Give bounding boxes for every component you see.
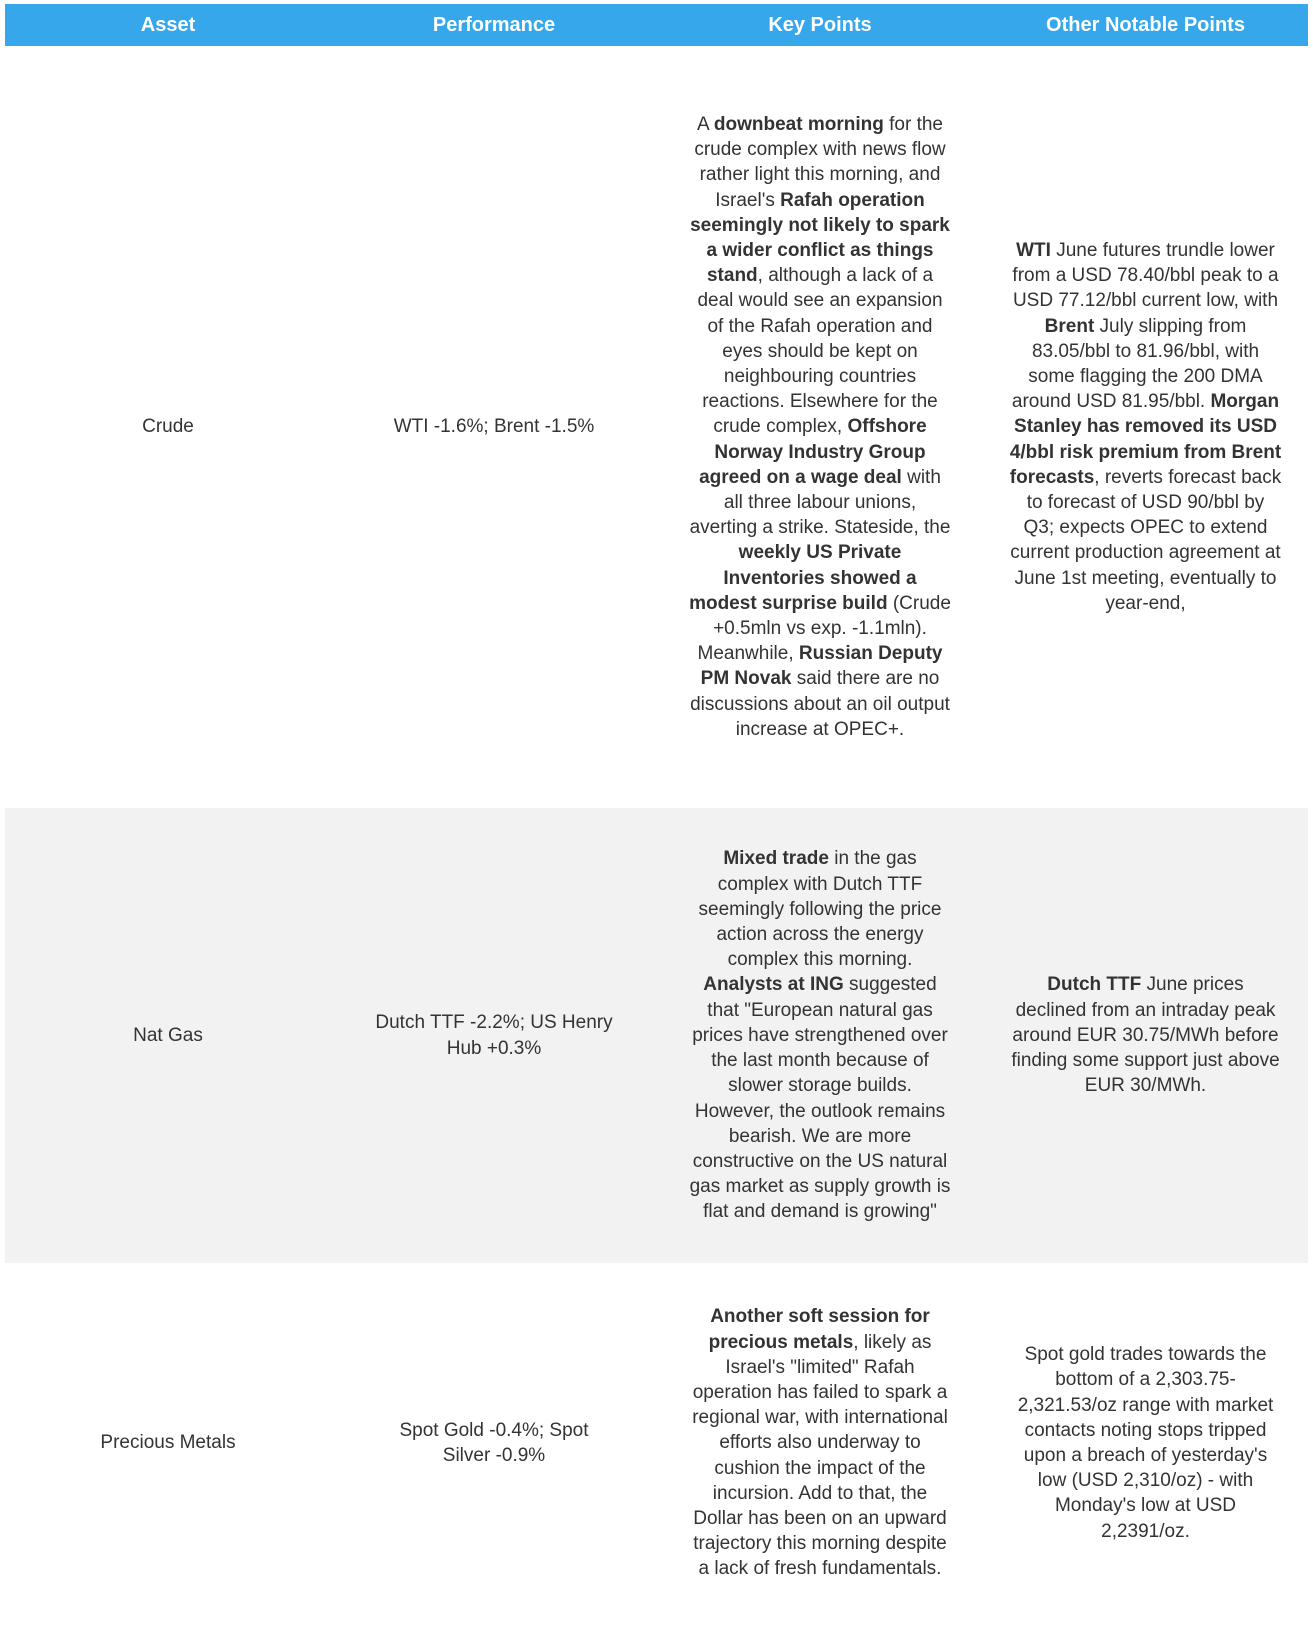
text: Spot gold trades towards the bottom of a 2,303.75-2,321.53/oz range with market contacts noting stops tripped upon a breach of yesterday's low (USD 2,310/oz) - with Monday's low at USD 2,2391/oz. <box>1017 1344 1274 1542</box>
table-row-crude <box>5 46 1308 808</box>
bold-text: Dutch TTF <box>1047 974 1142 996</box>
asset-table-container <box>5 4 1308 1623</box>
text: June prices declined from an intraday peak around EUR 30.75/MWh before finding some support just above EUR 30/MWh. <box>1011 974 1280 1097</box>
table-header-row <box>5 4 1308 46</box>
performance-cell: Spot Gold -0.4%; Spot Silver -0.9% <box>399 1419 589 1466</box>
bold-text: Rafah operation seemingly not likely to spark a wider conflict as things stand <box>690 189 950 287</box>
bold-text: Morgan Stanley has removed its USD 4/bbl risk premium from Brent forecasts <box>1009 391 1282 488</box>
header-performance: Performance <box>331 4 657 46</box>
other-points-cell <box>983 46 1308 808</box>
header-key-points: Key Points <box>657 4 983 46</box>
bold-text: Another soft session for precious metals <box>708 1306 930 1353</box>
text: July slipping from 83.05/bbl to 81.96/bbl, with some flagging the 200 DMA around USD 81.95/bbl. <box>1011 315 1263 413</box>
text: (Crude +0.5mln vs exp. -1.1mln). Meanwhile, <box>697 592 951 665</box>
text: June futures trundle lower from a USD 78.40/bbl peak to a USD 77.12/bbl current low, with <box>1012 239 1279 312</box>
table-row-nat-gas <box>5 808 1308 1263</box>
bold-text: Russian Deputy PM Novak <box>700 643 943 690</box>
bold-text: weekly US Private Inventories showed a modest surprise build <box>689 542 917 614</box>
text: said there are no discussions about an oil output increase at OPEC+. <box>690 668 950 740</box>
performance-cell: Dutch TTF -2.2%; US Henry Hub +0.3% <box>331 808 657 1263</box>
header-other-notable-points: Other Notable Points <box>983 4 1308 46</box>
asset-cell: Precious Metals <box>100 1432 236 1454</box>
bold-text: WTI <box>1016 239 1051 261</box>
performance-cell: WTI -1.6%; Brent -1.5% <box>393 416 595 438</box>
text: in the gas complex with Dutch TTF seemingly following the price action across the energy complex this morning. <box>698 848 942 971</box>
asset-table <box>5 4 1308 1623</box>
bold-text: Offshore Norway Industry Group agreed on a wage deal <box>699 416 927 488</box>
text: , likely as Israel's "limited" Rafah operation has failed to spark a regional war, with international efforts also underway to cushion the impact of the incursion. Add to that, the Dollar has been on an upward trajectory this morning despite a lack of fresh fundamentals. <box>692 1331 948 1580</box>
text: A <box>697 113 714 135</box>
text: suggested that "European natural gas prices have strengthened over the last month because of slower storage builds. However, the outlook remains bearish. We are more constructive on the US natural gas market as supply growth is flat and demand is growing" <box>689 974 951 1223</box>
key-points-cell <box>657 46 983 808</box>
bold-text: downbeat morning <box>713 113 884 135</box>
text: , although a lack of a deal would see an expansion of the Rafah operation and eyes should be kept on neighbouring countries reactions. Elsewhere for the crude complex, <box>697 265 943 438</box>
bold-text: Brent <box>1044 315 1095 337</box>
bold-text: Analysts at ING <box>703 974 844 996</box>
key-points-cell <box>657 808 983 1263</box>
text: , reverts forecast back to forecast of USD 90/bbl by Q3; expects OPEC to extend current production agreement at June 1st meeting, eventually to year-end, <box>1010 466 1282 614</box>
header-asset: Asset <box>5 4 331 46</box>
asset-cell: Nat Gas <box>5 808 331 1263</box>
text: with all three labour unions, averting a strike. Stateside, the <box>689 466 951 539</box>
text: for the crude complex with news flow rather light this morning, and Israel's <box>694 113 946 211</box>
other-points-cell <box>983 808 1308 1263</box>
table-row-precious-metals <box>5 1263 1308 1623</box>
other-points-cell <box>983 1263 1308 1623</box>
bold-text: Mixed trade <box>723 848 829 870</box>
asset-cell: Crude <box>142 416 194 438</box>
key-points-cell <box>657 1263 983 1623</box>
